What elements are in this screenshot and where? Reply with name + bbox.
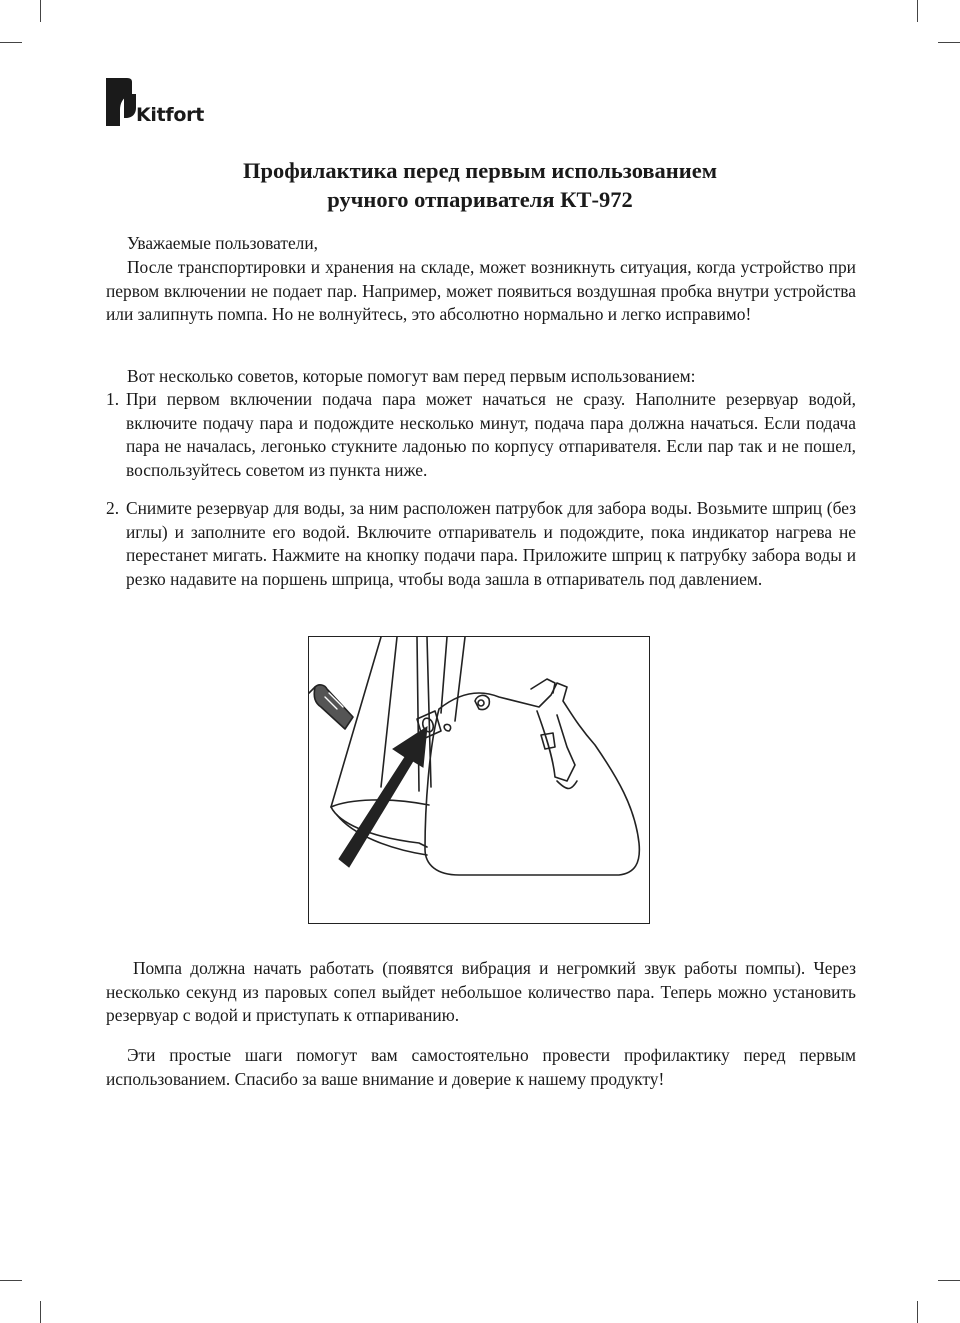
steamer-base-drawing [309, 637, 650, 924]
crop-mark [917, 1301, 918, 1323]
crop-mark [938, 42, 960, 43]
page-title [0, 156, 960, 214]
greeting: Уважаемые пользователи, [127, 233, 319, 253]
crop-mark [40, 0, 41, 22]
brand-name: Kitfort [136, 104, 204, 126]
crop-mark [917, 0, 918, 22]
title-line-1: Профилактика перед первым использованием [242, 158, 718, 183]
steamer-illustration [308, 636, 650, 924]
tips-intro: Вот несколько советов, которые помогут вам перед первым использованием: [127, 366, 696, 386]
tip-number: 2. [106, 498, 120, 518]
crop-mark [938, 1280, 960, 1281]
tip-text: Снимите резервуар для воды, за ним расположен патрубок для забора воды. Возьмите шприц (без иглы) и заполните его водой. Включите отпариватель и подождите, пока индикатор нагрева не перестанет мигать. Нажмите на кнопку подачи пара. Приложите шприц к патрубку забора воды и резко надавите на поршень шприца, чтобы вода зашла в отпариватель под давлением. [126, 498, 856, 589]
crop-mark [0, 1280, 22, 1281]
tip-number: 1. [106, 389, 120, 409]
intro-paragraph: После транспортировки и хранения на складе, может возникнуть ситуация, когда устройство при первом включении не подает пар. Например, может появиться воздушная пробка внутри устройства или залипнуть помпа. Но не волнуйтесь, это абсолютно нормально и легко исправимо! [106, 257, 856, 324]
title-line-2: ручного отпаривателя КТ-972 [327, 187, 633, 212]
crop-mark [0, 42, 22, 43]
closing-paragraph: Эти простые шаги помогут вам самостоятельно провести профилактику перед первым использованием. Спасибо за ваше внимание и доверие к нашему продукту! [106, 1045, 856, 1089]
after-figure-paragraph: Помпа должна начать работать (появятся вибрация и негромкий звук работы помпы). Через несколько секунд из паровых сопел выйдет небольшое количество пара. Теперь можно установить резервуар с водой и приступать к отпариванию. [106, 958, 856, 1025]
tip-text: При первом включении подача пара может начаться не сразу. Наполните резервуар водой, включите подачу пара и подождите несколько минут, подача пара должна начаться. Если подача пара не началась, легонько стукните ладонью по корпусу отпаривателя. Если пар так и не пошел, воспользуйтесь советом из пункта ниже. [126, 389, 856, 480]
crop-mark [40, 1301, 41, 1323]
